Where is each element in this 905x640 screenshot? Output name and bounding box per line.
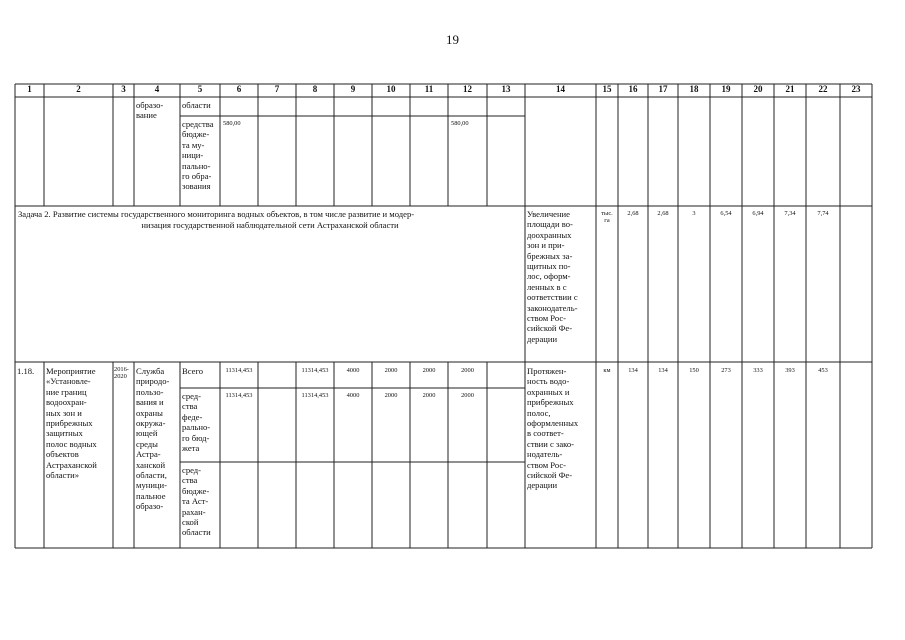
task-title-line1: Задача 2. Развитие системы государственного мониторинга водных объектов, в том числе развитие и модер- (18, 209, 415, 219)
col-header-11: 11 (424, 84, 434, 94)
total-col12: 2000 (461, 367, 474, 374)
col-header-17: 17 (658, 84, 668, 94)
item-value-16: 134 (628, 367, 638, 374)
col-header-19: 19 (721, 84, 731, 94)
federal-col8: 11314,453 (301, 392, 329, 399)
col-header-3: 3 (121, 84, 126, 94)
item-number: 1.18. (17, 366, 35, 376)
col-header-21: 21 (785, 84, 795, 94)
item-executor: Служба природо- пользо- вания и охраны окружа- ющей среды Астра- ханской области, муници- пальное образо- (136, 366, 170, 512)
item-source-total: Всего (182, 366, 204, 376)
col-header-20: 20 (753, 84, 763, 94)
col-header-16: 16 (628, 84, 638, 94)
federal-col12: 2000 (461, 392, 474, 399)
task-value-21: 7,34 (784, 210, 796, 217)
col-header-1: 1 (27, 84, 32, 94)
task-value-19: 6,54 (720, 210, 732, 217)
item-indicator: Протяжен- ность водо- охранных и прибрежных полос, оформленных в соответ- ствии с зако- нодатель- ством Рос- сийской Фе- дерации (527, 366, 579, 491)
col-header-12: 12 (463, 84, 472, 94)
task-value-20: 6,94 (752, 210, 764, 217)
col-header-18: 18 (689, 84, 699, 94)
item-value-19: 273 (721, 367, 731, 374)
task-value-18: 3 (692, 210, 696, 217)
task-value-22: 7,74 (817, 210, 829, 217)
total-col11: 2000 (422, 367, 436, 374)
total-col8: 11314,453 (301, 367, 329, 374)
col-header-10: 10 (386, 84, 396, 94)
col-header-22: 22 (818, 84, 828, 94)
total-col6: 11314,453 (225, 367, 253, 374)
cont-col12-value: 580,00 (451, 120, 469, 127)
col-header-13: 13 (501, 84, 511, 94)
cont-col6-value: 580,00 (223, 120, 241, 127)
col-header-6: 6 (236, 84, 242, 94)
task-title-line2: низация государственной наблюдательной сети Астраханской области (141, 220, 399, 230)
cont-source-municipal: средства бюдже- та му- ници- пально- го обра- зования (182, 119, 214, 192)
item-unit: км (603, 367, 611, 374)
col-header-7: 7 (274, 84, 280, 94)
federal-col11: 2000 (422, 392, 436, 399)
col-header-2: 2 (76, 84, 81, 94)
item-value-21: 393 (785, 367, 795, 374)
col-header-9: 9 (350, 84, 356, 94)
col-header-5: 5 (197, 84, 203, 94)
cont-executor-text: образо- вание (136, 100, 164, 121)
task-indicator: Увеличение площади во- доохранных зон и при- брежных за- щитных по- лос, оформ- ленных в с оответствии с законодатель- ством Рос- сийской Фе- дерации (527, 209, 578, 344)
task-unit: тыс. га (601, 210, 613, 224)
total-col9: 4000 (346, 367, 360, 374)
page-number: 19 (446, 32, 459, 47)
col-header-23: 23 (851, 84, 861, 94)
task-value-17: 2,68 (657, 210, 669, 217)
federal-col6: 11314,453 (225, 392, 253, 399)
item-name: Мероприятие «Установле- ние границ водоохран- ных зон и прибрежных защитных полос водных объектов Астраханской области» (46, 366, 97, 481)
federal-col10: 2000 (384, 392, 398, 399)
item-value-18: 150 (689, 367, 699, 374)
total-col10: 2000 (384, 367, 398, 374)
item-value-20: 333 (753, 367, 763, 374)
item-value-17: 134 (658, 367, 668, 374)
item-period: 2016- 2020 (114, 366, 129, 380)
task-value-16: 2,68 (627, 210, 639, 217)
item-source-regional: сред- ства бюдже- та Аст- рахан- ской области (182, 465, 211, 538)
cont-source-regional: области (182, 100, 211, 110)
item-value-22: 453 (818, 367, 828, 374)
federal-col9: 4000 (346, 392, 360, 399)
col-header-15: 15 (602, 84, 612, 94)
item-source-federal: сред- ства феде- рально- го бюд- жета (182, 391, 211, 454)
col-header-4: 4 (154, 84, 160, 94)
col-header-14: 14 (556, 84, 565, 94)
col-header-8: 8 (312, 84, 318, 94)
